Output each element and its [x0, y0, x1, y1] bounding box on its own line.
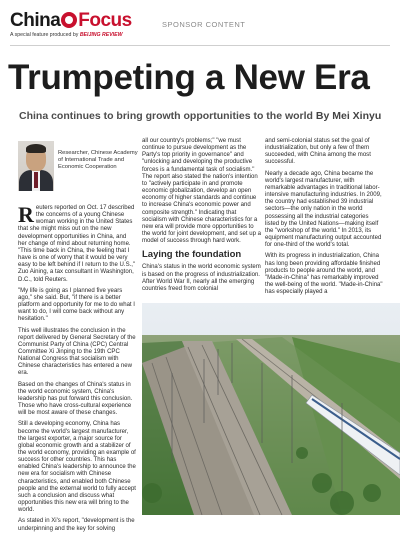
article-column-1 — [18, 202, 136, 534]
author-byline: By Mei Xinyu — [315, 110, 382, 122]
article-column-2 — [142, 138, 262, 297]
author-caption: Researcher, Chinese Academy of International Trade and Economic Cooperation — [58, 150, 138, 170]
paragraph: This well illustrates the conclusion in the report delivered by General Secretary of the Communist Party of China (CPC) Central Committee Xi Jinping to the 19th CPC National Congress that socialism with Chinese characteristics has entered a new era. — [18, 327, 136, 377]
paragraph: With its progress in industrialization, China has long been providing affordable finished products to people around the world, and "Made-in-China" has remarkably improved the well-being of the world. "Made-in-China" has especially played a — [265, 253, 383, 296]
paragraph: and semi-colonial status set the goal of industrialization, but only a few of them succeeded, with China among the most successful. — [265, 138, 371, 166]
subtitle-text: China continues to bring growth opportunities to the world — [19, 110, 313, 122]
railway-illustration — [142, 303, 400, 515]
paragraph: all our country's problems;" "we must continue to pursue development as the Party's top priority in governance" and "unlocking and developing the productive forces is a fundamental task of socialism." The report also stated the nation's intention to "actively participate in and promote economic globalization, develop an open economy of higher standards and continue to increase China's economic power and composite strength." Indicating that socialism with Chinese characteristics for a new era will provide more opportunities to the world for joint development, and set up a model of success through hard work. — [142, 138, 261, 245]
logo-text-china: China — [10, 10, 61, 31]
high-speed-rail-photo — [142, 303, 400, 515]
paragraph: Nearly a decade ago, China became the world's largest manufacturer, with remarkable advantages in traditional labor-intensive manufacturing industries. In 2009, the country had established 39 industrial sectors—the only nation in the world possessing all the industrial categories listed by the United Nations—making itself the "workshop of the world." In 2013, its equipment manufacturing output accounted for one-third of the world's total. — [265, 170, 382, 249]
logo-circle-icon — [61, 12, 77, 28]
author-portrait — [18, 141, 54, 191]
article-title: Trumpeting a New Era — [8, 58, 370, 97]
china-focus-logo — [10, 10, 132, 32]
tagline-brand: BEIJING REVIEW — [79, 32, 123, 38]
feature-tagline — [10, 32, 122, 38]
drop-cap: R — [18, 202, 34, 227]
article-column-3 — [265, 138, 383, 300]
section-heading: Laying the foundation — [142, 249, 242, 261]
article-subtitle — [19, 110, 381, 122]
paragraph: As stated in Xi's report, "development is the underpinning and the key for solving — [18, 518, 135, 532]
paragraph: "My life is going as I planned five years ago," she said. But, "if there is a better platform and opportunity for me to do what I want to do, I will come back without any hesitation." — [18, 287, 135, 323]
logo-text-focus: Focus — [78, 10, 132, 31]
tagline-text: A special feature produced by — [10, 32, 79, 38]
sponsor-content-label: SPONSOR CONTENT — [162, 20, 246, 29]
header-divider — [10, 45, 390, 46]
paragraph: Based on the changes of China's status in the world economic system, China's leadership has put forward this conclusion. Those who have cross-cultural experience will be most aware of these changes. — [18, 381, 133, 417]
paragraph: China's status in the world economic system is based on the progress of industrialization. After World War II, nearly all the emerging countries freed from colonial — [142, 264, 261, 292]
paragraph: Still a developing economy, China has become the world's largest manufacturer, the largest exporter, a major source for global economic growth and a stabilizer of the world economy, providing an example of success for other countries. This has enabled China's leadership to announce the new era for socialism with Chinese characteristics, and enabled both Chinese people and the external world to fully accept such a conclusion and discuss what opportunities this new era will bring to the world. — [18, 421, 136, 514]
paragraph: Reuters reported on Oct. 17 described the concerns of a young Chinese woman working in the United States that she might miss out on the new development opportunities in China, and her change of mind about returning home. "This time back in China, the feeling that I have is one of worry that it would be very easy to be left behind if I return to the U.S.," Zuo Aining, a tax consultant in Washington, D.C., told Reuters. — [18, 202, 136, 283]
page-header — [0, 0, 400, 48]
